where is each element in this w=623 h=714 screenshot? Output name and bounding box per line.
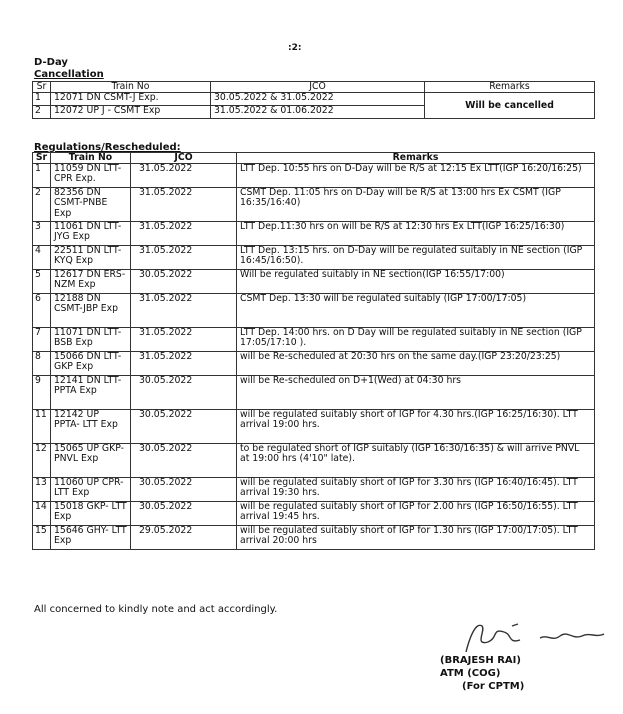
table-row: [33, 246, 595, 270]
signature-block: [440, 654, 524, 693]
jco-cell: 31.05.2022: [131, 246, 237, 270]
remarks-cell: Will be regulated suitably in NE section(IGP 16:55/17:00): [237, 270, 595, 294]
regulations-table: [32, 152, 595, 550]
sr-cell: 1: [33, 164, 51, 188]
header-jco: JCO: [131, 153, 237, 164]
train-cell: 12142 UP PPTA- LTT Exp: [51, 410, 131, 444]
table-row: [33, 410, 595, 444]
remarks-cell: LTT Dep. 13:15 hrs. on D-Day will be regulated suitably in NE section (IGP 16:45/16:50).: [237, 246, 595, 270]
table-row: [33, 502, 595, 526]
table-row: [33, 164, 595, 188]
cancellation-title: Cancellation: [34, 69, 104, 80]
table-row: [33, 352, 595, 376]
table-row: [33, 444, 595, 478]
header-sr: Sr: [33, 82, 51, 93]
train-cell: 15646 GHY- LTT Exp: [51, 526, 131, 550]
sr-cell: 9: [33, 376, 51, 410]
closing-note: All concerned to kindly note and act accordingly.: [34, 604, 278, 615]
train-cell: 12141 DN LTT- PPTA Exp: [51, 376, 131, 410]
header-train-no: Train No: [51, 153, 131, 164]
signatory-for: (For CPTM): [462, 681, 525, 692]
jco-cell: 30.05.2022: [131, 376, 237, 410]
jco-cell: 30.05.2022: [131, 502, 237, 526]
header-sr: Sr: [33, 153, 51, 164]
train-cell: 11059 DN LTT-CPR Exp.: [51, 164, 131, 188]
sr-cell: 4: [33, 246, 51, 270]
table-row: [33, 294, 595, 328]
sr-cell: 5: [33, 270, 51, 294]
jco-cell: 31.05.2022: [131, 164, 237, 188]
sr-cell: 12: [33, 444, 51, 478]
page-number: :2:: [288, 43, 302, 53]
remarks-cell: LTT Dep.11:30 hrs on will be R/S at 12:30 hrs Ex LTT(IGP 16:25/16:30): [237, 222, 595, 246]
remarks-cell: CSMT Dep. 13:30 will be regulated suitably (IGP 17:00/17:05): [237, 294, 595, 328]
table-row: [33, 188, 595, 222]
remarks-cell: will be Re-scheduled on D+1(Wed) at 04:30 hrs: [237, 376, 595, 410]
remarks-cell: will be Re-scheduled at 20:30 hrs on the same day.(IGP 23:20/23:25): [237, 352, 595, 376]
jco-cell: 30.05.2022: [131, 270, 237, 294]
section-title: D-Day: [34, 57, 68, 68]
table-row: [33, 270, 595, 294]
jco-cell: 31.05.2022: [131, 294, 237, 328]
jco-cell: 31.05.2022: [131, 188, 237, 222]
regulations-title: Regulations/Rescheduled:: [34, 142, 181, 153]
train-cell: 12072 UP J - CSMT Exp: [51, 106, 211, 119]
train-cell: 11060 UP CPR-LTT Exp: [51, 478, 131, 502]
sr-cell: 6: [33, 294, 51, 328]
header-remarks: Remarks: [237, 153, 595, 164]
remarks-cell: will be regulated suitably short of IGP for 3.30 hrs (IGP 16:40/16:45). LTT arrival 19:30 hrs.: [237, 478, 595, 502]
sr-cell: 14: [33, 502, 51, 526]
train-cell: 82356 DN CSMT-PNBE Exp: [51, 188, 131, 222]
train-cell: 15066 DN LTT-GKP Exp: [51, 352, 131, 376]
jco-cell: 29.05.2022: [131, 526, 237, 550]
remarks-cell: LTT Dep. 14:00 hrs. on D Day will be regulated suitably in NE section (IGP 17:05/17:10 ).: [237, 328, 595, 352]
sr-cell: 8: [33, 352, 51, 376]
sr-cell: 15: [33, 526, 51, 550]
table-row: [33, 328, 595, 352]
remarks-cell: will be regulated suitably short of IGP for 2.00 hrs (IGP 16:50/16:55). LTT arrival 19:45 hrs.: [237, 502, 595, 526]
regulations-header-row: [33, 153, 595, 164]
remark-cell: Will be cancelled: [425, 93, 595, 119]
train-cell: 22511 DN LTT- KYQ Exp: [51, 246, 131, 270]
jco-cell: 30.05.2022: [131, 410, 237, 444]
cancellation-header-row: [33, 82, 595, 93]
signature-scribble: [452, 616, 612, 658]
train-cell: 15018 GKP- LTT Exp: [51, 502, 131, 526]
signatory-name: (BRAJESH RAI): [440, 655, 521, 666]
remarks-cell: CSMT Dep. 11:05 hrs on D-Day will be R/S at 13:00 hrs Ex CSMT (IGP 16:35/16:40): [237, 188, 595, 222]
header-train-no: Train No: [51, 82, 211, 93]
cancellation-table: [32, 81, 595, 119]
table-row: [33, 526, 595, 550]
train-cell: 15065 UP GKP-PNVL Exp: [51, 444, 131, 478]
sr-cell: 2: [33, 106, 51, 119]
remarks-cell: to be regulated short of IGP suitably (IGP 16:30/16:35) & will arrive PNVL at 19:00 hrs (4'10" late).: [237, 444, 595, 478]
table-row: [33, 376, 595, 410]
sr-cell: 7: [33, 328, 51, 352]
jco-cell: 31.05.2022: [131, 352, 237, 376]
jco-cell: 30.05.2022: [131, 478, 237, 502]
remarks-cell: LTT Dep. 10:55 hrs on D-Day will be R/S at 12:15 Ex LTT(IGP 16:20/16:25): [237, 164, 595, 188]
sr-cell: 2: [33, 188, 51, 222]
remarks-cell: will be regulated suitably short of IGP for 1.30 hrs (IGP 17:00/17:05). LTT arrival 20:00 hrs: [237, 526, 595, 550]
jco-cell: 30.05.2022: [131, 444, 237, 478]
train-cell: 12071 DN CSMT-J Exp.: [51, 93, 211, 106]
header-jco: JCO: [211, 82, 425, 93]
sr-cell: 11: [33, 410, 51, 444]
table-row: [33, 222, 595, 246]
table-row: [33, 478, 595, 502]
train-cell: 11061 DN LTT- JYG Exp: [51, 222, 131, 246]
header-remarks: Remarks: [425, 82, 595, 93]
jco-cell: 31.05.2022: [131, 222, 237, 246]
train-cell: 11071 DN LTT- BSB Exp: [51, 328, 131, 352]
signatory-designation: ATM (COG): [440, 668, 501, 679]
sr-cell: 1: [33, 93, 51, 106]
jco-cell: 31.05.2022: [131, 328, 237, 352]
train-cell: 12188 DN CSMT-JBP Exp: [51, 294, 131, 328]
sr-cell: 3: [33, 222, 51, 246]
sr-cell: 13: [33, 478, 51, 502]
remarks-cell: will be regulated suitably short of IGP for 4.30 hrs.(IGP 16:25/16:30). LTT arrival 19:00 hrs.: [237, 410, 595, 444]
jco-cell: 31.05.2022 & 01.06.2022: [211, 106, 425, 119]
table-row: [33, 93, 595, 106]
train-cell: 12617 DN ERS-NZM Exp: [51, 270, 131, 294]
jco-cell: 30.05.2022 & 31.05.2022: [211, 93, 425, 106]
